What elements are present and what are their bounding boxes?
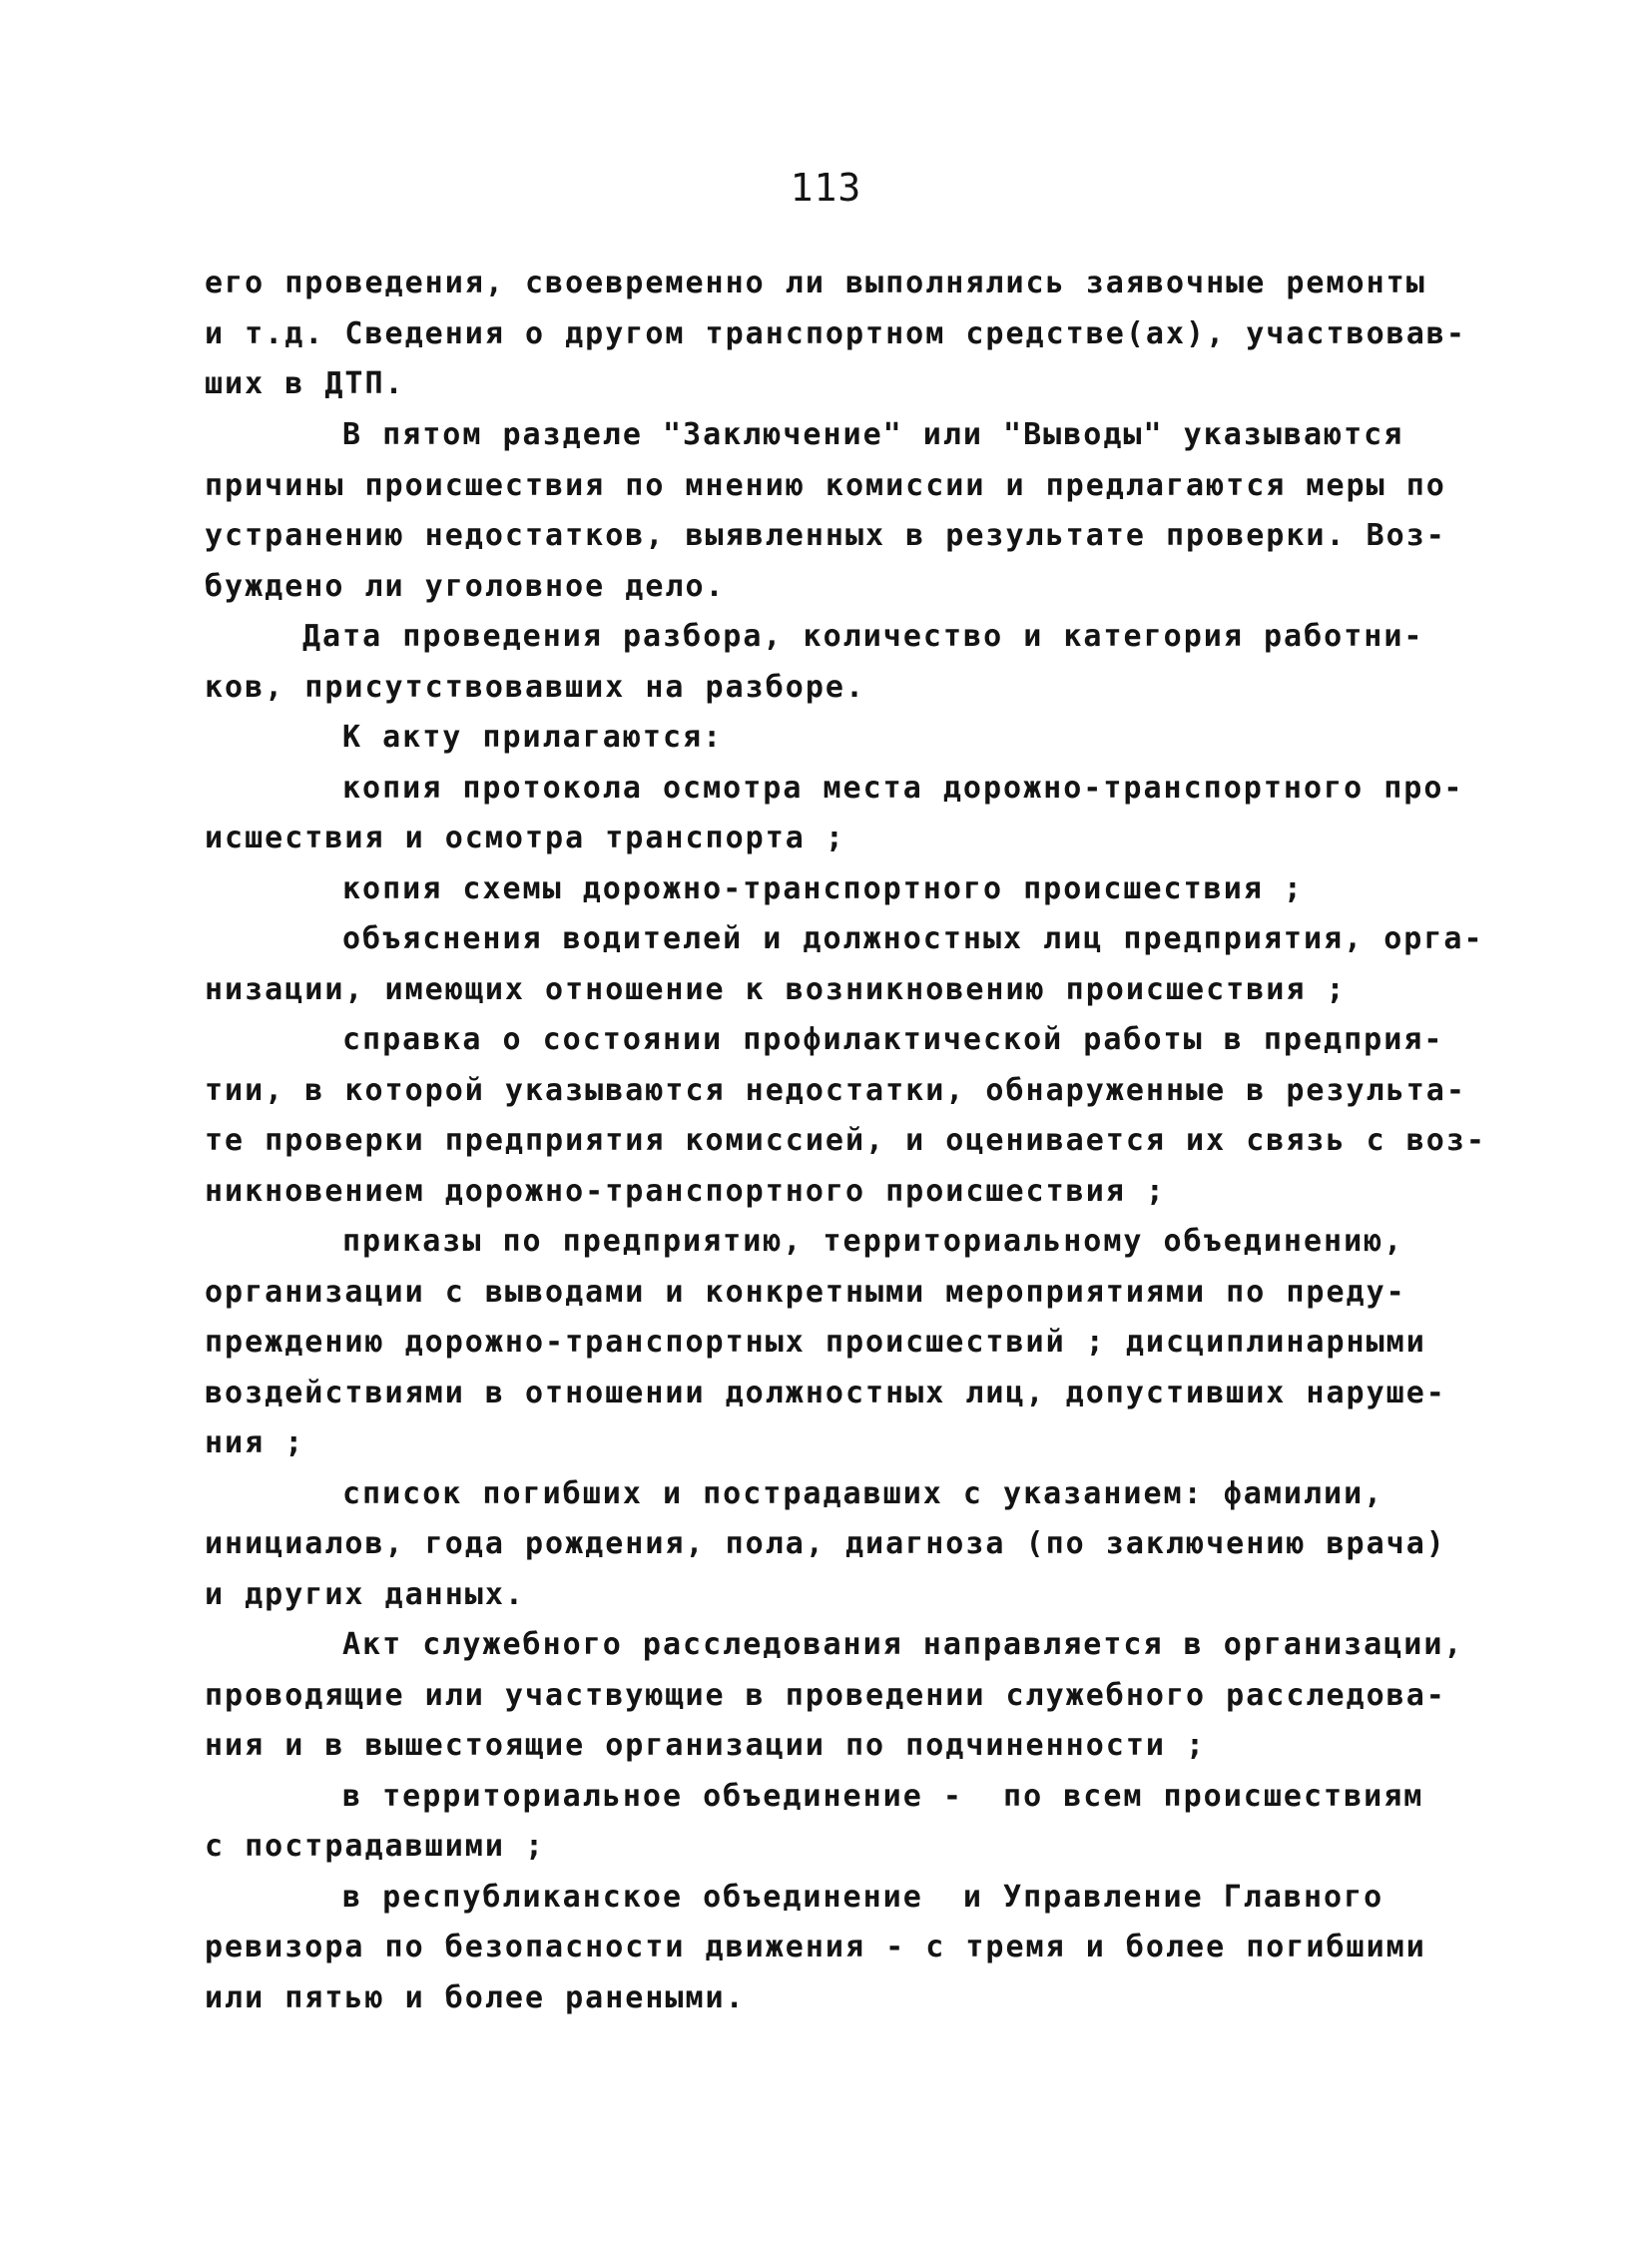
text-line: К акту прилагаются:	[342, 720, 724, 755]
text-line: ков, присутствовавших на разборе.	[205, 670, 866, 705]
text-line: в территориальное объединение - по всем происшествиям	[342, 1779, 1424, 1814]
text-line: Акт служебного расследования направляется в организации,	[342, 1627, 1464, 1662]
text-line: инициалов, года рождения, пола, диагноза (по заключению врача)	[205, 1526, 1446, 1561]
text-line: Дата проведения разбора, количество и категория работни-	[302, 619, 1424, 654]
text-line: объяснения водителей и должностных лиц предприятия, орга-	[342, 921, 1484, 956]
text-line: причины происшествия по мнению комиссии и предлагаются меры по	[205, 468, 1446, 503]
text-line: его проведения, своевременно ли выполнялись заявочные ремонты	[205, 266, 1426, 300]
text-line: справка о состоянии профилактической работы в предприя-	[342, 1022, 1444, 1057]
text-line: копия схемы дорожно-транспортного происшествия ;	[342, 871, 1304, 906]
text-line: никновением дорожно-транспортного происшествия ;	[205, 1174, 1166, 1209]
text-line: В пятом разделе "Заключение" или "Выводы" указываются	[342, 417, 1404, 452]
text-line: копия протокола осмотра места дорожно-транспортного про-	[342, 771, 1464, 806]
text-line: ния ;	[205, 1425, 305, 1460]
text-line: в республиканское объединение и Управление Главного	[342, 1880, 1384, 1915]
text-line: ревизора по безопасности движения - с тремя и более погибшими	[205, 1930, 1426, 1964]
text-line: список погибших и пострадавших с указанием: фамилии,	[342, 1476, 1384, 1511]
text-line: или пятью и более ранеными.	[205, 1980, 746, 2015]
text-line: тии, в которой указываются недостатки, обнаруженные в результа-	[205, 1073, 1466, 1108]
text-line: и т.д. Сведения о другом транспортном средстве(ах), участвовав-	[205, 316, 1466, 351]
text-line: с пострадавшими ;	[205, 1829, 546, 1864]
text-line: те проверки предприятия комиссией, и оценивается их связь с воз-	[205, 1123, 1486, 1158]
text-line: воздействиями в отношении должностных лиц, допустивших наруше-	[205, 1376, 1446, 1410]
text-line: ших в ДТП.	[205, 366, 405, 401]
text-line: проводящие или участвующие в проведении служебного расследова-	[205, 1678, 1446, 1713]
text-line: буждено ли уголовное дело.	[205, 569, 726, 604]
text-line: исшествия и осмотра транспорта ;	[205, 821, 845, 855]
text-line: и других данных.	[205, 1577, 525, 1612]
text-line: устранению недостатков, выявленных в результате проверки. Воз-	[205, 518, 1446, 553]
text-line: преждению дорожно-транспортных происшествий ; дисциплинарными	[205, 1325, 1426, 1360]
text-line: ния и в вышестоящие организации по подчиненности ;	[205, 1728, 1207, 1763]
page-number: 113	[790, 166, 862, 210]
text-line: приказы по предприятию, территориальному объединению,	[342, 1224, 1404, 1259]
text-line: организации с выводами и конкретными мероприятиями по преду-	[205, 1275, 1406, 1310]
text-line: низации, имеющих отношение к возникновению происшествия ;	[205, 972, 1347, 1007]
